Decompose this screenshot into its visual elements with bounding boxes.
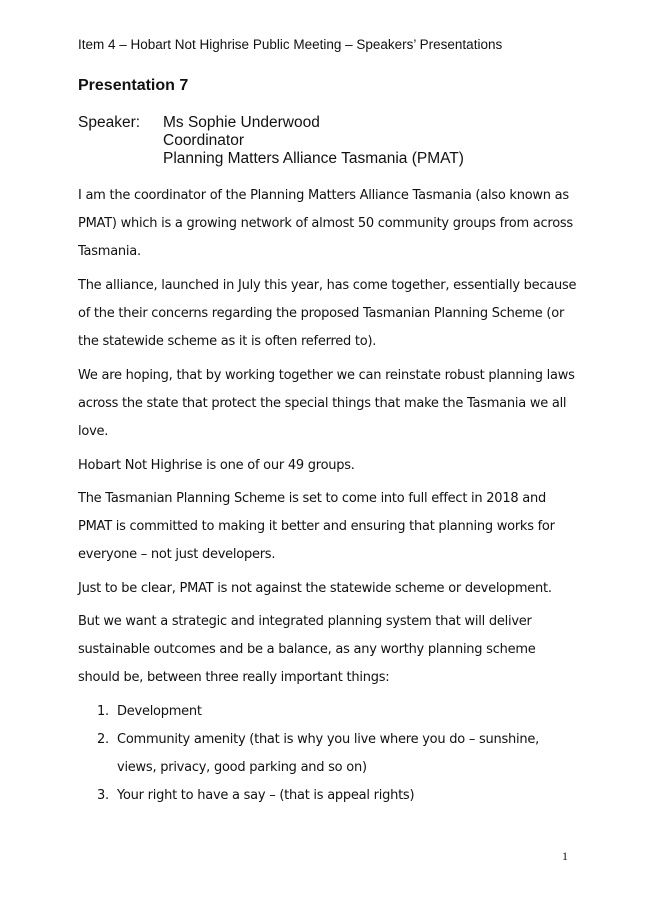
list-item-text: Your right to have a say – (that is appeal rights) [117, 788, 415, 803]
list-item-text: Community amenity (that is why you live where you do – sunshine, views, privacy, good parking and so on) [117, 732, 539, 775]
speaker-label: Speaker: [78, 114, 141, 131]
paragraph: Just to be clear, PMAT is not against the statewide scheme or development. [78, 581, 552, 596]
list-item [78, 726, 578, 782]
presentation-title: Presentation 7 [78, 77, 189, 94]
list-item-text: Development [117, 704, 202, 719]
page-header: Item 4 – Hobart Not Highrise Public Meeting – Speakers’ Presentations [78, 37, 503, 52]
paragraph: The Tasmanian Planning Scheme is set to come into full effect in 2018 and PMAT is committed to making it better and ensuring that planning works for everyone – not just developers. [78, 491, 555, 562]
list-item-number: 1. [97, 704, 109, 719]
page-number: 1 [562, 849, 568, 863]
speaker-details [163, 114, 464, 168]
speaker-organisation: Planning Matters Alliance Tasmania (PMAT) [163, 150, 464, 167]
paragraph: Hobart Not Highrise is one of our 49 groups. [78, 458, 355, 473]
list-item-number: 2. [97, 732, 109, 747]
list-item-number: 3. [97, 788, 109, 803]
paragraph: We are hoping, that by working together we can reinstate robust planning laws across the state that protect the special things that make the Tasmania we all love. [78, 368, 575, 439]
presentation-body [78, 182, 578, 810]
list-item [78, 782, 578, 810]
speaker-name: Ms Sophie Underwood [163, 114, 320, 131]
paragraph: I am the coordinator of the Planning Matters Alliance Tasmania (also known as PMAT) which is a growing network of almost 50 community groups from across Tasmania. [78, 188, 573, 259]
paragraph: The alliance, launched in July this year, has come together, essentially because of the their concerns regarding the proposed Tasmanian Planning Scheme (or the statewide scheme as it is often referred to). [78, 278, 577, 349]
numbered-list [78, 698, 578, 810]
speaker-role: Coordinator [163, 132, 244, 149]
list-item [78, 698, 578, 726]
paragraph: But we want a strategic and integrated planning system that will deliver sustainable outcomes and be a balance, as any worthy planning scheme should be, between three really important things: [78, 614, 536, 685]
